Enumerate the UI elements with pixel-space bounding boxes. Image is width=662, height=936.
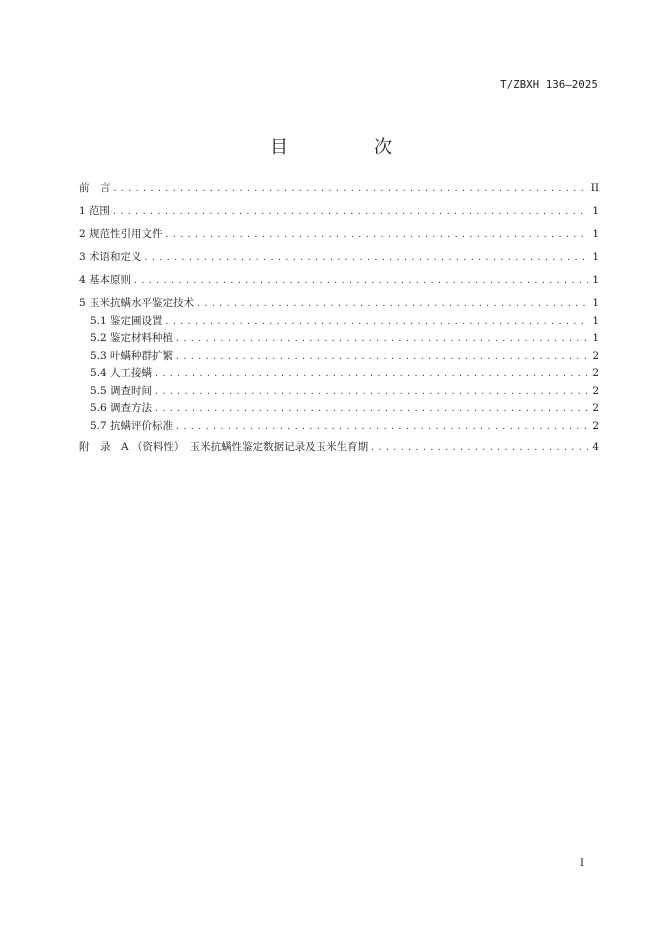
toc-entry-label: 5.2 鉴定材料种植 — [90, 332, 174, 345]
toc-entry-3[interactable] — [79, 249, 599, 267]
toc-entry-page: 2 — [592, 349, 599, 362]
toc-entry-page: II — [590, 182, 599, 194]
toc-entry-5-2[interactable] — [79, 330, 599, 348]
toc-entry-5-1[interactable] — [79, 313, 599, 331]
toc-leader-dots — [113, 181, 588, 198]
toc-entry-5[interactable] — [79, 295, 599, 313]
toc-entry-label: 3 术语和定义 — [79, 251, 142, 264]
toc-entry-foreword[interactable] — [79, 180, 599, 198]
toc-entry-page: 2 — [592, 384, 599, 397]
toc-leader-dots — [175, 419, 588, 436]
toc-leader-dots — [154, 366, 588, 383]
toc-entry-2[interactable] — [79, 226, 599, 244]
toc-entry-5-3[interactable] — [79, 348, 599, 366]
toc-leader-dots — [370, 440, 588, 457]
toc-entry-label: 5.3 叶螨种群扩繁 — [90, 349, 174, 362]
toc-entry-page: 1 — [592, 251, 599, 264]
toc-entry-page: 1 — [592, 297, 599, 310]
toc-entry-label: 5.4 人工接螨 — [90, 367, 153, 380]
toc-entry-page: 4 — [592, 441, 599, 454]
toc-entry-label: 4 基本原则 — [79, 274, 132, 287]
toc-entry-1[interactable] — [79, 203, 599, 221]
toc-leader-dots — [175, 331, 588, 348]
toc-leader-dots — [196, 296, 588, 313]
toc-entry-label: 前 言 — [79, 182, 111, 194]
toc-entry-page: 2 — [592, 419, 599, 432]
toc-entry-5-4[interactable] — [79, 365, 599, 383]
toc-leader-dots — [175, 349, 588, 366]
toc-entry-page: 1 — [592, 332, 599, 345]
toc-leader-dots — [112, 204, 588, 221]
toc-entry-5-6[interactable] — [79, 400, 599, 418]
toc-entry-page: 2 — [592, 402, 599, 415]
toc-entry-page: 1 — [592, 274, 599, 287]
toc-entry-label: 1 范围 — [79, 205, 111, 218]
toc-entry-5-7[interactable] — [79, 418, 599, 436]
toc-entry-label: 5.5 调查时间 — [90, 384, 153, 397]
toc-entry-page: 2 — [592, 367, 599, 380]
document-code: T/ZBXH 136—2025 — [500, 79, 598, 91]
toc-entry-label: 5 玉米抗螨水平鉴定技术 — [79, 297, 195, 310]
toc-entry-page: 1 — [592, 228, 599, 241]
toc-entry-appendix-a[interactable] — [79, 439, 599, 457]
toc-entry-label: 5.1 鉴定圃设置 — [90, 314, 163, 327]
toc-entry-label: 附 录 A （资料性） 玉米抗螨性鉴定数据记录及玉米生育期 — [79, 441, 369, 454]
toc-entry-label: 5.7 抗螨评价标准 — [90, 419, 174, 432]
toc-leader-dots — [154, 384, 588, 401]
toc-entry-label: 5.6 调查方法 — [90, 402, 153, 415]
toc-entry-4[interactable] — [79, 272, 599, 290]
toc-leader-dots — [154, 401, 588, 418]
toc-leader-dots — [133, 273, 588, 290]
toc-entry-5-5[interactable] — [79, 383, 599, 401]
page-number: I — [580, 858, 584, 869]
toc-entry-page: 1 — [592, 205, 599, 218]
toc-leader-dots — [165, 314, 588, 331]
page-title: 目 次 — [270, 137, 426, 158]
toc-entry-page: 1 — [592, 314, 599, 327]
table-of-contents — [79, 180, 599, 463]
toc-leader-dots — [144, 250, 588, 267]
toc-entry-label: 2 规范性引用文件 — [79, 228, 163, 241]
toc-leader-dots — [165, 227, 588, 244]
